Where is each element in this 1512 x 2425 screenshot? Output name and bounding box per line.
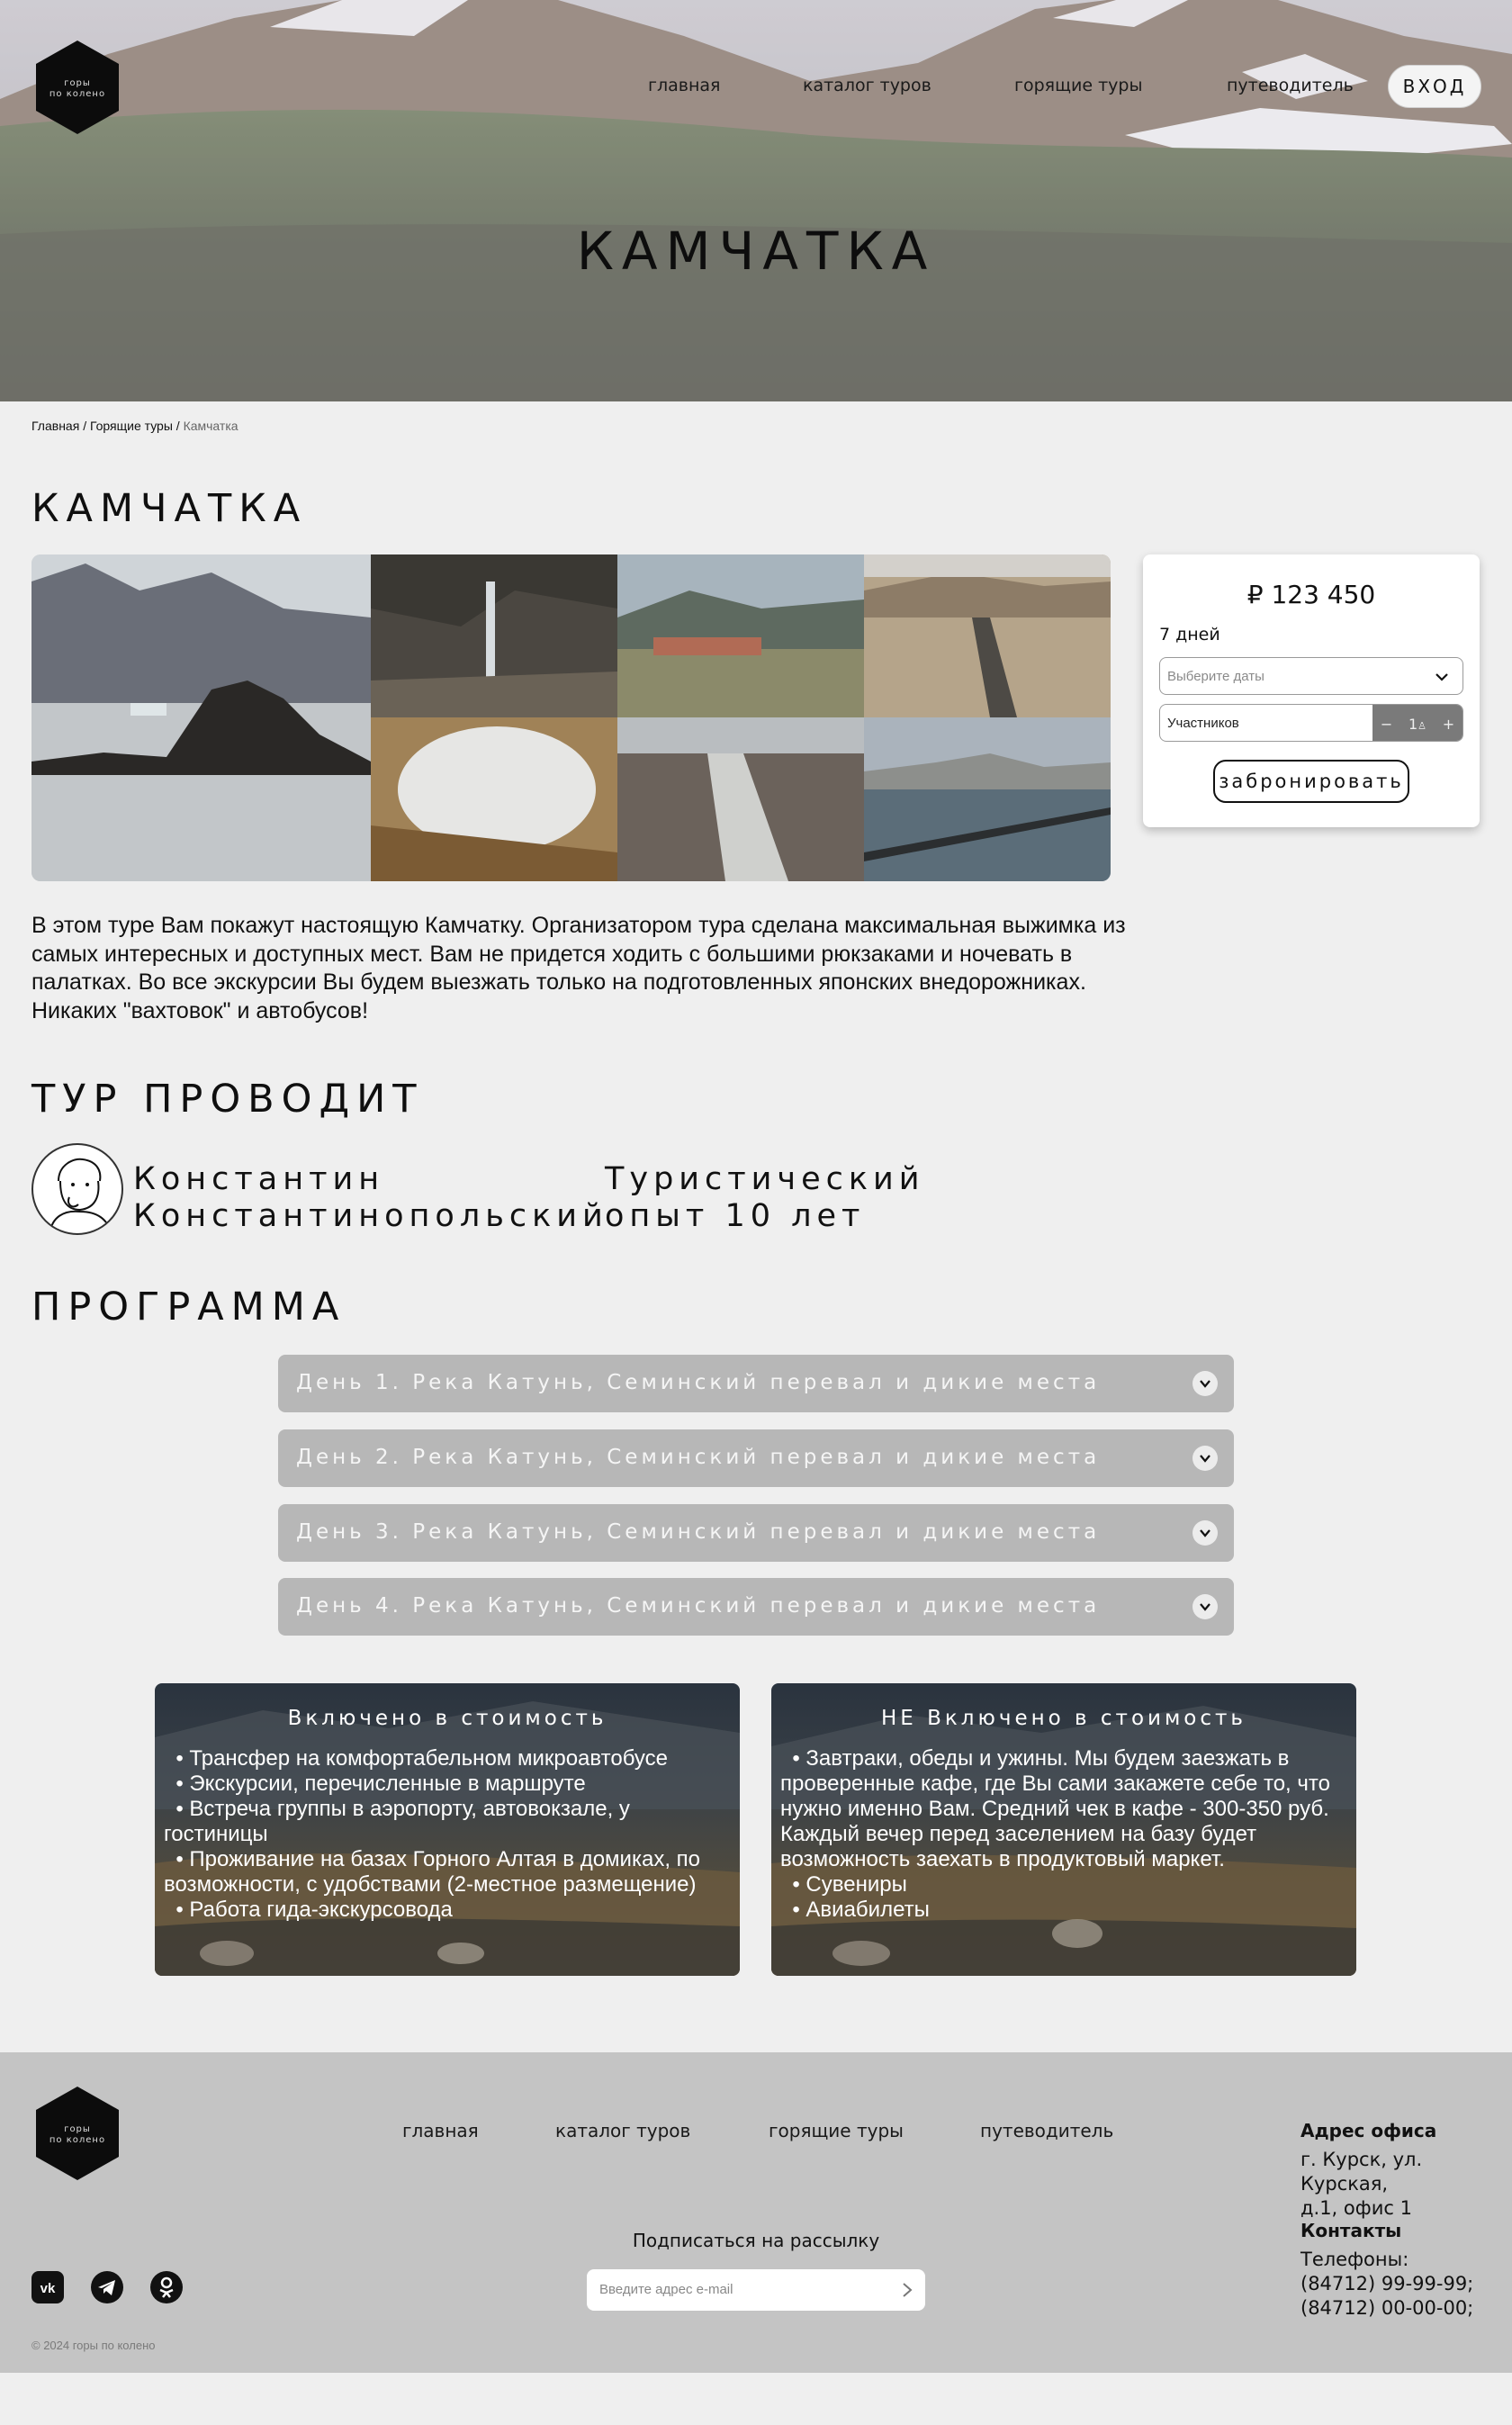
program-section-title: ПРОГРАММА <box>32 1285 346 1330</box>
list-item: • Завтраки, обеды и ужины. Мы будем заезжать в проверенные кафе, где Вы сами закажете себе то, что нужно именно Вам. Средний чек в кафе - 300-350 руб. Каждый вечер перед заселением на базу будет возможность заехать в продуктовый маркет. <box>780 1746 1330 1871</box>
breadcrumb-current: Камчатка <box>183 419 238 433</box>
login-button[interactable]: ВХОД <box>1388 65 1481 108</box>
footer <box>0 2052 1512 2373</box>
nav-link-guide[interactable]: путеводитель <box>1227 76 1354 95</box>
tour-duration: 7 дней <box>1159 625 1220 645</box>
gallery-photo-canyon[interactable] <box>617 717 864 881</box>
chevron-down-icon[interactable] <box>1192 1446 1218 1471</box>
gallery-photo-village[interactable] <box>617 554 864 717</box>
logo[interactable] <box>34 39 121 136</box>
list-item: • Авиабилеты <box>780 1898 930 1922</box>
program-day-title: День 4. Река Катунь, Семинский перевал и дикие места <box>296 1594 1101 1618</box>
contacts-text: Телефоны: (84712) 99-99-99; (84712) 00-00-00; <box>1300 2249 1474 2319</box>
footer-link-home[interactable]: главная <box>402 2120 479 2141</box>
email-field[interactable] <box>587 2269 925 2311</box>
chevron-right-icon[interactable] <box>900 2282 914 2298</box>
guide-section-title: ТУР ПРОВОДИТ <box>32 1077 424 1122</box>
chevron-down-icon <box>1434 669 1450 685</box>
tour-title: КАМЧАТКА <box>32 486 308 531</box>
participants-plus-button[interactable]: + <box>1442 715 1455 733</box>
guide-experience: Туристический опыт 10 лет <box>605 1161 925 1234</box>
list-item: • Работа гида-экскурсовода <box>164 1898 453 1922</box>
hero-title: КАМЧАТКА <box>576 221 936 282</box>
program-day-accordion[interactable] <box>278 1578 1234 1636</box>
breadcrumb-home[interactable]: Главная <box>32 419 80 433</box>
odnoklassniki-icon[interactable] <box>150 2271 183 2303</box>
nav-link-catalog[interactable]: каталог туров <box>803 76 932 95</box>
list-item: • Встреча группы в аэропорту, автовокзале, у гостиницы <box>164 1797 630 1846</box>
breadcrumb-hot-tours[interactable]: Горящие туры <box>89 419 173 433</box>
program-day-title: День 3. Река Катунь, Семинский перевал и дикие места <box>296 1520 1101 1544</box>
email-placeholder: Введите адрес e-mail <box>599 2282 734 2297</box>
included-card <box>155 1683 740 1976</box>
telegram-icon[interactable] <box>91 2271 123 2303</box>
photo-gallery <box>32 554 1111 881</box>
program-day-title: День 1. Река Катунь, Семинский перевал и дикие места <box>296 1371 1101 1394</box>
chevron-down-icon[interactable] <box>1192 1520 1218 1546</box>
address-heading: Адрес офиса <box>1300 2120 1437 2141</box>
phone-link[interactable]: (84712) 00-00-00; <box>1300 2297 1474 2319</box>
logo-text-line2: по колено <box>49 89 106 99</box>
list-item: • Трансфер на комфортабельном микроавтобусе <box>164 1746 668 1771</box>
copyright: © 2024 горы по колено <box>32 2339 156 2352</box>
not-included-title: НЕ Включено в стоимость <box>881 1707 1246 1730</box>
gallery-photo-bridge[interactable] <box>864 717 1111 881</box>
breadcrumb <box>32 419 238 433</box>
gallery-photo-geysers[interactable] <box>371 717 617 881</box>
guide-portrait-illustration <box>33 1145 123 1235</box>
nav-link-hot-tours[interactable]: горящие туры <box>1014 76 1143 95</box>
participants-count: 1♙ <box>1408 715 1427 733</box>
program-day-title: День 2. Река Катунь, Семинский перевал и дикие места <box>296 1446 1101 1469</box>
footer-link-hot-tours[interactable]: горящие туры <box>769 2120 904 2141</box>
included-title: Включено в стоимость <box>287 1707 608 1730</box>
person-icon: ♙ <box>1418 719 1427 732</box>
hero-banner <box>0 0 1512 401</box>
date-select-placeholder: Выберите даты <box>1167 668 1264 684</box>
participants-label: Участников <box>1167 716 1239 731</box>
phone-link[interactable]: (84712) 99-99-99; <box>1300 2273 1474 2294</box>
included-list <box>164 1746 733 1923</box>
list-item: • Экскурсии, перечисленные в маршруте <box>164 1771 586 1796</box>
list-item: • Проживание на базах Горного Алтая в домиках, по возможности, с удобствами (2-местное размещение) <box>164 1847 701 1897</box>
program-day-accordion[interactable] <box>278 1355 1234 1412</box>
nav-link-home[interactable]: главная <box>648 76 721 95</box>
list-item: • Сувениры <box>780 1872 907 1897</box>
vk-icon[interactable] <box>32 2271 64 2303</box>
guide-name: Константин Константинопольский <box>133 1161 608 1234</box>
program-day-accordion[interactable] <box>278 1504 1234 1562</box>
subscribe-label: Подписаться на рассылку <box>632 2230 880 2251</box>
tour-price: ₽ 123 450 <box>1246 580 1376 609</box>
participants-minus-button[interactable]: − <box>1380 715 1393 733</box>
tour-description: В этом туре Вам покажут настоящую Камчатку. Организатором тура сделана максимальная выжимка из самых интересных и доступных мест. Вам не придется ходить с большими рюкзаками и ночевать в палатках. Во все экскурсии Вы будем выезжать только на подготовленных японских внедорожниках. Никаких "вахтовок" и автобусов! <box>32 913 1126 1023</box>
svg-text:vk: vk <box>40 2281 56 2296</box>
footer-logo[interactable] <box>34 2085 121 2182</box>
logo-text-line2: по колено <box>49 2135 106 2145</box>
logo-text-line1: горы <box>64 78 91 88</box>
breadcrumb-separator: / <box>176 419 180 433</box>
breadcrumb-separator: / <box>83 419 87 433</box>
contacts-heading: Контакты <box>1300 2220 1402 2241</box>
hero-overlay <box>0 0 1512 401</box>
gallery-photo-waterfall[interactable] <box>371 554 617 717</box>
not-included-card <box>771 1683 1356 1976</box>
participants-field <box>1159 704 1463 742</box>
program-day-accordion[interactable] <box>278 1429 1234 1487</box>
gallery-photo-sea-rocks[interactable] <box>32 554 371 881</box>
participants-stepper <box>1372 705 1462 742</box>
date-select[interactable] <box>1159 657 1463 695</box>
address-text: г. Курск, ул. Курская, д.1, офис 1 <box>1300 2149 1423 2219</box>
avatar <box>32 1143 123 1235</box>
booking-card <box>1143 554 1480 827</box>
not-included-list <box>780 1746 1349 1923</box>
book-button[interactable]: забронировать <box>1213 760 1409 803</box>
footer-link-guide[interactable]: путеводитель <box>980 2120 1114 2141</box>
chevron-down-icon[interactable] <box>1192 1371 1218 1396</box>
footer-link-catalog[interactable]: каталог туров <box>555 2120 691 2141</box>
chevron-down-icon[interactable] <box>1192 1594 1218 1619</box>
logo-text-line1: горы <box>64 2124 91 2134</box>
gallery-photo-road-valley[interactable] <box>864 554 1111 717</box>
